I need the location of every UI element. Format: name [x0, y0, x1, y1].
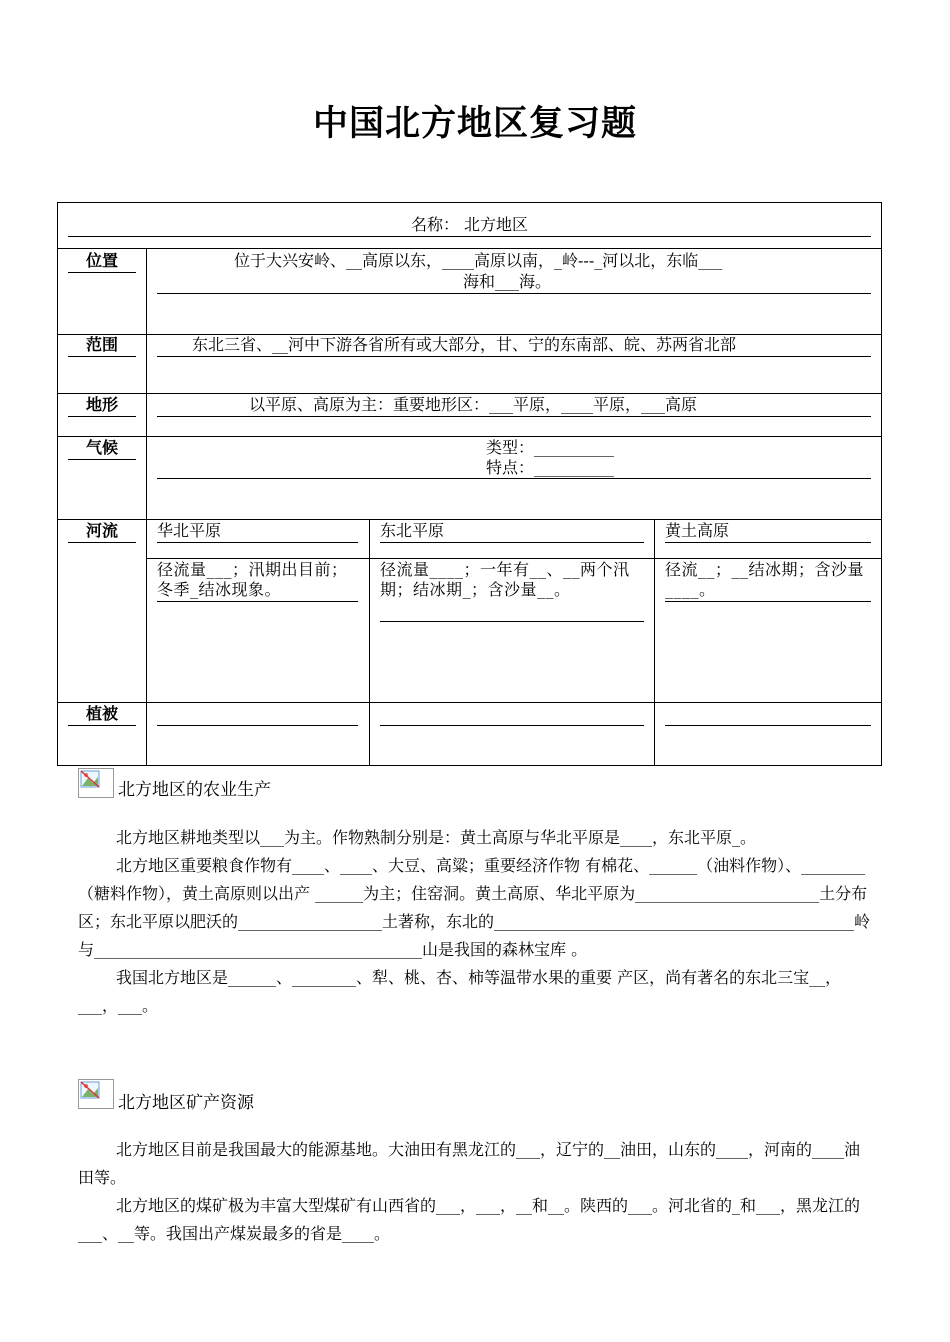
climate-feature: 特点：__________ — [486, 458, 615, 477]
row-divider — [58, 248, 881, 249]
minerals-paragraph-1: 北方地区目前是我国最大的能源基地。大油田有黑龙江的___，辽宁的__油田，山东的____，河南的____油田等。 — [78, 1140, 861, 1187]
minerals-paragraph-2: 北方地区的煤矿极为丰富大型煤矿有山西省的___，___，__和__。陕西的___。河北省的_和___，黑龙江的___、__等。我国出产煤炭最多的省是____。 — [78, 1196, 861, 1243]
position-text-line1: 位于大兴安岭、__高原以东，____高原以南，_岭---_河以北，东临___ — [234, 251, 723, 270]
terrain-underline — [157, 416, 871, 417]
agriculture-paragraph-2: 北方地区重要粮食作物有____、____、大豆、高粱；重要经济作物 有棉花、______（油料作物）、________（糖料作物），黄土高原则以出产 ______为主；住窑洞。黄土高原、华北平原为_______________________土分布区；东北平原以肥沃的__________________土著称，东北的_____________________________________________岭与_________________________________________山是我国的森林宝库 。 — [78, 856, 871, 959]
label-column-divider — [146, 248, 147, 765]
label-terrain: 地形 — [68, 395, 136, 417]
row-divider — [58, 519, 881, 520]
position-text-line2: 海和___海。 — [463, 272, 552, 291]
column-divider — [654, 519, 655, 765]
label-vegetation: 植被 — [68, 704, 136, 726]
climate-type: 类型：__________ — [486, 438, 615, 457]
river-head-huabei: 华北平原 — [157, 521, 222, 540]
terrain-text: 以平原、高原为主：重要地形区：___平原，____平原，___高原 — [249, 395, 698, 414]
river-head-underline — [380, 542, 644, 543]
agriculture-paragraph-3: 我国北方地区是______、________、犁、桃、杏、柿等温带水果的重要 产区，尚有著名的东北三宝__，___，___。 — [78, 968, 842, 1015]
climate-underline — [157, 478, 871, 479]
label-rivers: 河流 — [68, 521, 136, 543]
column-divider — [369, 519, 370, 765]
row-divider — [58, 393, 881, 394]
vegetation-blank-huangtu — [665, 725, 871, 726]
label-range: 范围 — [68, 335, 136, 357]
section-heading-agriculture: 北方地区的农业生产 — [118, 780, 271, 800]
name-row: 名称： 北方地区 — [410, 215, 529, 234]
vegetation-blank-huabei — [157, 725, 358, 726]
vegetation-blank-dongbei — [380, 725, 644, 726]
minerals-text — [78, 1136, 873, 1248]
river-cell-underline — [665, 601, 871, 602]
row-divider — [146, 558, 881, 559]
row-divider — [58, 436, 881, 437]
name-underline — [68, 236, 871, 237]
agriculture-paragraph-1: 北方地区耕地类型以___为主。作物熟制分别是：黄土高原与华北平原是____，东北平原_。 — [116, 828, 757, 847]
broken-image-icon — [78, 1079, 114, 1109]
river-head-underline — [157, 542, 358, 543]
section-heading-minerals: 北方地区矿产资源 — [118, 1093, 254, 1113]
river-cell-huabei: 径流量___；汛期出目前；冬季_结冰现象。 — [157, 560, 348, 599]
label-position: 位置 — [68, 251, 136, 273]
row-divider — [58, 702, 881, 703]
river-head-huangtu: 黄土高原 — [665, 521, 730, 540]
summary-table — [57, 202, 882, 766]
position-underline — [157, 293, 871, 294]
river-cell-dongbei: 径流量____；一年有__、__两个汛期；结冰期_；含沙量__。 — [380, 560, 630, 599]
range-text: 东北三省、__河中下游各省所有或大部分，甘、宁的东南部、皖、苏两省北部 — [192, 335, 737, 354]
river-cell-underline — [157, 601, 358, 602]
river-head-underline — [665, 542, 871, 543]
river-cell-huangtu: 径流__；__结冰期；含沙量____。 — [665, 560, 865, 599]
range-underline — [157, 356, 871, 357]
river-head-dongbei: 东北平原 — [380, 521, 445, 540]
agriculture-text — [78, 824, 873, 1020]
label-climate: 气候 — [68, 438, 136, 460]
river-cell-underline — [380, 621, 644, 622]
page-title: 中国北方地区复习题 — [312, 104, 637, 144]
broken-image-icon — [78, 768, 114, 798]
